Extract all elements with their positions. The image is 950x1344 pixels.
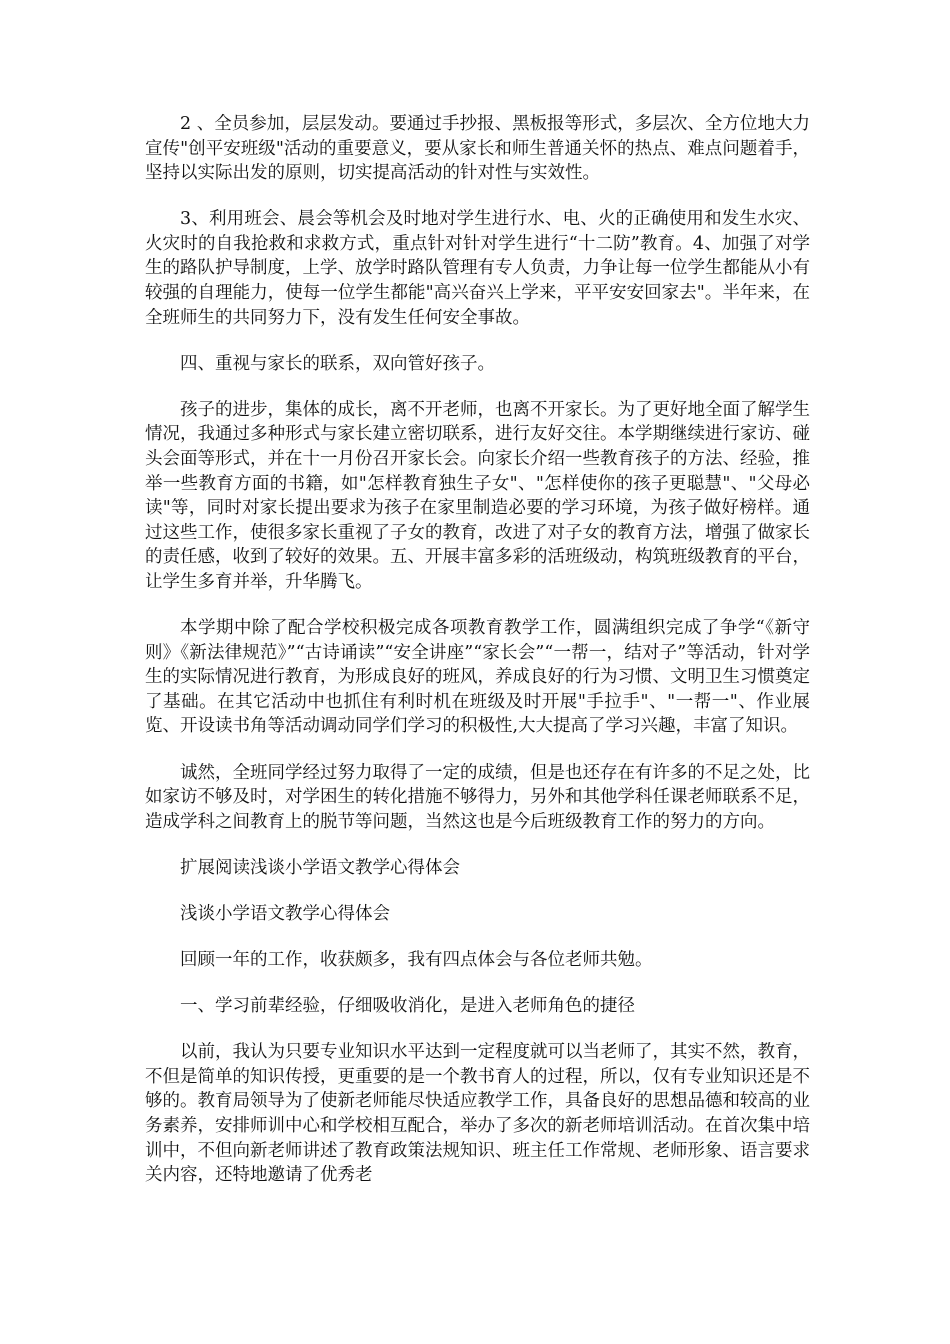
paragraph-review: 回顾一年的工作，收获颇多，我有四点体会与各位老师共勉。	[180, 950, 653, 971]
paragraph-training: 以前，我认为只要专业知识水平达到一定程度就可以当老师了，其实不然，教育，不但是简单的知识传授，更重要的是一个教书育人的过程，所以，仅有专业知识还是不够的。教育局领导为了使新老师能尽快适应教学工作，具备良好的思想品德和较高的业务素养，安排师训中心和学校相互配合，举办了多次的新老师培训活动。在首次集中培训中，不但向新老师讲述了教育政策法规知识、班主任工作常规、老师形象、语言要求关内容，还特地邀请了优秀老	[145, 1042, 810, 1186]
article-title: 浅谈小学语文教学心得体会	[180, 903, 390, 924]
paragraph-activities: 本学期中除了配合学校积极完成各项教育教学工作，圆满组织完成了争学“《新守则》《新法律规范》”“古诗诵读”“安全讲座”“家长会”“一帮一，结对子”等活动，针对学生的实际情况进行教育，为形成良好的班风，养成良好的行为习惯、文明卫生习惯奠定了基础。在其它活动中也抓住有利时机在班级及时开展"手拉手"、"一帮一"、作业展览、开设读书角等活动调动同学们学习的积极性,大大提高了学习兴趣，丰富了知识。	[145, 618, 810, 737]
extended-reading-title: 扩展阅读浅谈小学语文教学心得体会	[180, 857, 460, 878]
paragraph-publicity: 2 、全员参加，层层发动。要通过手抄报、黑板报等形式，多层次、全方位地大力宣传"创平安班级"活动的重要意义，要从家长和师生普通关怀的热点、难点问题着手，坚持以实际出发的原则，切实提高活动的针对性与实效性。	[145, 114, 810, 184]
paragraph-parent-contact: 孩子的进步，集体的成长，离不开老师，也离不开家长。为了更好地全面了解学生情况，我通过多种形式与家长建立密切联系，进行友好交往。本学期继续进行家访、碰头会面等形式，并在十一月份召开家长会。向家长介绍一些教育孩子的方法、经验，推举一些教育方面的书籍，如"怎样教育独生子女"、"怎样使你的孩子更聪慧"、"父母必读"等，同时对家长提出要求为孩子在家里制造必要的学习环境，为孩子做好榜样。通过这些工作，使很多家长重视了子女的教育，改进了对子女的教育方法，增强了做家长的责任感，收到了较好的效果。五、开展丰富多彩的活班级动，构筑班级教育的平台，让学生多育并举，升华腾飞。	[145, 399, 810, 592]
document-body	[145, 112, 810, 1209]
section-heading-learning: 一、学习前辈经验，仔细吸收消化，是进入老师角色的捷径	[180, 996, 635, 1017]
section-heading-parents: 四、重视与家长的联系，双向管好孩子。	[180, 353, 495, 374]
paragraph-shortcomings: 诚然，全班同学经过努力取得了一定的成绩，但是也还存在有许多的不足之处，比如家访不够及时，对学困生的转化措施不够得力，另外和其他学科任课老师联系不足，造成学科之间教育上的脱节等问题，当然这也是今后班级教育工作的努力的方向。	[145, 762, 810, 832]
paragraph-safety-education: 3、利用班会、晨会等机会及时地对学生进行水、电、火的正确使用和发生水灾、火灾时的自我抢救和求救方式，重点针对针对学生进行“十二防”教育。4、加强了对学生的路队护导制度，上学、放学时路队管理有专人负责，力争让每一位学生都能从小有较强的自理能力，使每一位学生都能"高兴奋兴上学来，平平安安回家去"。半年来，在全班师生的共同努力下，没有发生任何安全事故。	[145, 209, 810, 328]
